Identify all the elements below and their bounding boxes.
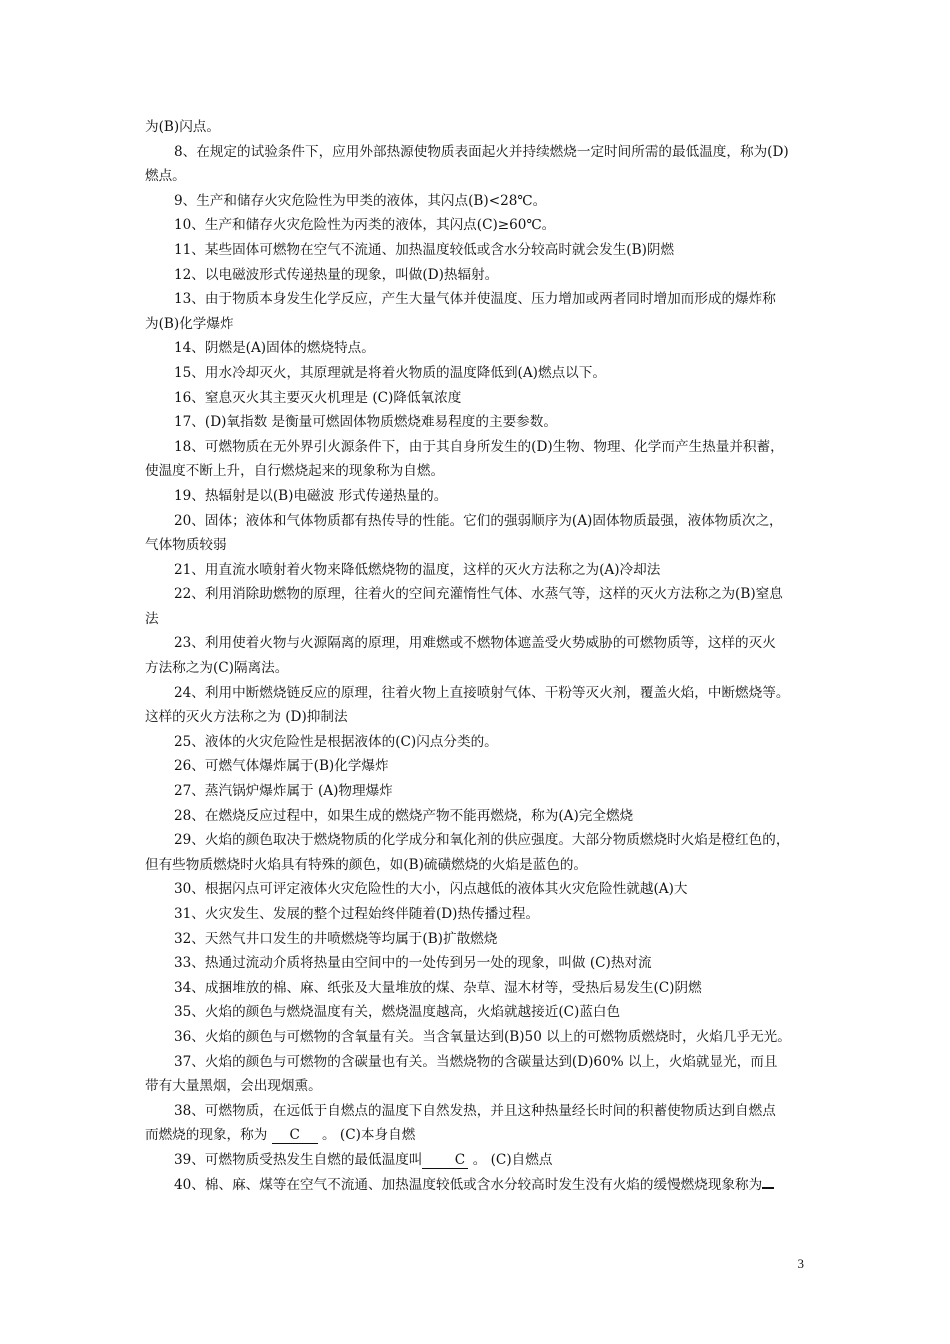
text-line: 36、火焰的颜色与可燃物的含氧量有关。当含氧量达到(B)50 以上的可燃物质燃烧时，火焰几乎无光。 <box>174 1028 791 1045</box>
text-line: 35、火焰的颜色与燃烧温度有关，燃烧温度越高，火焰就越接近(C)蓝白色 <box>174 1004 621 1021</box>
text-line: 38、可燃物质，在远低于自燃点的温度下自然发热，并且这种热量经长时间的积蓄使物质达到自燃点 <box>174 1102 776 1119</box>
text-line: 23、利用使着火物与火源隔离的原理，用难燃或不燃物体遮盖受火势威胁的可燃物质等，这样的灭火 <box>174 635 776 652</box>
question-39 <box>145 1148 813 1173</box>
text-line: 11、某些固体可燃物在空气不流通、加热温度较低或含水分较高时就会发生(B)阴燃 <box>174 241 675 258</box>
text-line: 24、利用中断燃烧链反应的原理，往着火物上直接喷射气体、干粉等灭火剂，覆盖火焰，中断燃烧等。 <box>174 684 790 701</box>
q38-answer-blank: C <box>272 1127 318 1144</box>
question-38-tail <box>145 1123 813 1148</box>
text-line: 为(B)化学爆炸 <box>145 315 234 332</box>
text-line: 26、可燃气体爆炸属于(B)化学爆炸 <box>174 758 389 775</box>
text-line: 17、(D)氧指数 是衡量可燃固体物质燃烧难易程度的主要参数。 <box>174 414 557 431</box>
text-line: 14、阴燃是(A)固体的燃烧特点。 <box>174 340 375 357</box>
text-line: 带有大量黑烟，会出现烟熏。 <box>145 1078 322 1095</box>
q40-answer-blank <box>762 1175 774 1189</box>
q40-text: 40、棉、麻、煤等在空气不流通、加热温度较低或含水分较高时发生没有火焰的缓慢燃烧现象称为 <box>174 1176 763 1193</box>
text-line: 为(B)闪点。 <box>145 119 220 135</box>
text-line: 这样的灭火方法称之为 (D)抑制法 <box>145 709 348 726</box>
text-line: 12、以电磁波形式传递热量的现象，叫做(D)热辐射。 <box>174 266 499 283</box>
text-line: 13、由于物质本身发生化学反应，产生大量气体并使温度、压力增加或两者同时增加而形成的爆炸称 <box>174 291 776 308</box>
text-line: 使温度不断上升，自行燃烧起来的现象称为自燃。 <box>145 463 445 480</box>
question-40 <box>145 1173 813 1198</box>
text-line: 29、火焰的颜色取决于燃烧物质的化学成分和氧化剂的供应强度。大部分物质燃烧时火焰是橙红色的， <box>174 832 790 849</box>
text-line: 33、热通过流动介质将热量由空间中的一处传到另一处的现象，叫做 (C)热对流 <box>174 955 652 972</box>
text-line: 19、热辐射是以(B)电磁波 形式传递热量的。 <box>174 487 448 504</box>
question-list <box>145 115 813 1197</box>
text-line: 16、窒息灭火其主要灭火机理是 (C)降低氧浓度 <box>174 389 462 406</box>
text-line: 22、利用消除助燃物的原理，往着火的空间充灌惰性气体、水蒸气等，这样的灭火方法称之为(B)窒息 <box>174 586 783 603</box>
text-line: 15、用水冷却灭火，其原理就是将着火物质的温度降低到(A)燃点以下。 <box>174 364 606 381</box>
text-line: 31、火灾发生、发展的整个过程始终伴随着(D)热传播过程。 <box>174 906 540 922</box>
text-line: 法 <box>145 610 159 627</box>
q38-text-after: 。 (C)本身自燃 <box>317 1127 416 1144</box>
text-line: 燃点。 <box>145 168 186 185</box>
text-line: 9、生产和储存火灾危险性为甲类的液体，其闪点(B)<28℃。 <box>174 192 547 209</box>
page-number: 3 <box>797 1256 804 1271</box>
text-line: 34、成捆堆放的棉、麻、纸张及大量堆放的煤、杂草、湿木材等，受热后易发生(C)阴燃 <box>174 979 702 996</box>
text-line: 20、固体；液体和气体物质都有热传导的性能。它们的强弱顺序为(A)固体物质最强，液体物质次之， <box>174 512 783 529</box>
q38-text-before: 而燃烧的现象，称为 <box>145 1127 272 1144</box>
text-line: 21、用直流水喷射着火物来降低燃烧物的温度，这样的灭火方法称之为(A)冷却法 <box>174 561 661 578</box>
text-line: 28、在燃烧反应过程中，如果生成的燃烧产物不能再燃烧，称为(A)完全燃烧 <box>174 807 634 824</box>
text-line: 27、蒸汽锅炉爆炸属于 (A)物理爆炸 <box>174 783 393 800</box>
text-line: 10、生产和储存火灾危险性为丙类的液体，其闪点(C)≥60℃。 <box>174 217 556 234</box>
text-line: 37、火焰的颜色与可燃物的含碳量也有关。当燃烧物的含碳量达到(D)60% 以上，火焰就显光，而且 <box>174 1053 778 1070</box>
q39-text-after: 。 (C)自燃点 <box>468 1151 553 1168</box>
text-line: 25、液体的火灾危险性是根据液体的(C)闪点分类的。 <box>174 733 498 750</box>
q39-answer-blank: C <box>422 1152 468 1169</box>
text-line: 方法称之为(C)隔离法。 <box>145 660 289 677</box>
text-line: 但有些物质燃烧时火焰具有特殊的颜色，如(B)硫磺燃烧的火焰是蓝色的。 <box>145 856 588 873</box>
text-line: 气体物质较弱 <box>145 537 227 554</box>
q39-text-before: 39、可燃物质受热发生自燃的最低温度叫 <box>174 1151 423 1168</box>
text-line: 30、根据闪点可评定液体火灾危险性的大小，闪点越低的液体其火灾危险性就越(A)大 <box>174 881 688 898</box>
text-line: 18、可燃物质在无外界引火源条件下，由于其自身所发生的(D)生物、物理、化学而产生热量并积蓄， <box>174 438 784 455</box>
text-line: 8、在规定的试验条件下，应用外部热源使物质表面起火并持续燃烧一定时间所需的最低温度，称为(D) <box>174 143 789 160</box>
text-line: 32、天然气井口发生的井喷燃烧等均属于(B)扩散燃烧 <box>174 930 498 947</box>
